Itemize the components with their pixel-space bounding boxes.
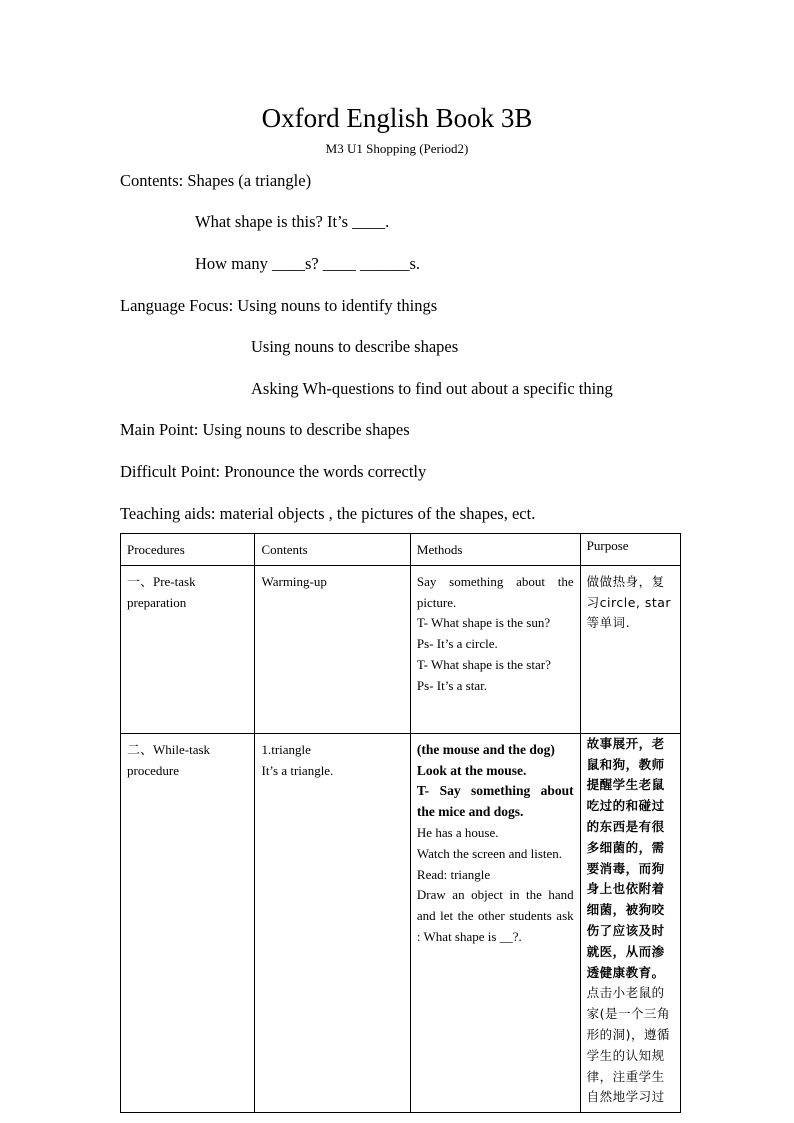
row1-purpose: 做做热身，复习circle, star等单词. bbox=[580, 565, 680, 733]
row2-procedure: 二、While-task procedure bbox=[121, 733, 255, 1112]
language-focus-item-3: Asking Wh-questions to find out about a specific thing bbox=[251, 379, 613, 398]
language-focus-item-2: Using nouns to describe shapes bbox=[251, 337, 459, 356]
lesson-plan-table bbox=[120, 533, 681, 1113]
header-contents: Contents bbox=[255, 534, 410, 566]
document-title: Oxford English Book 3B bbox=[261, 103, 533, 133]
row2-method-4: Draw an object in the hand and let the other students ask : What shape is __?. bbox=[416, 887, 574, 944]
header-procedures: Procedures bbox=[121, 534, 255, 566]
main-point-line: Main Point: Using nouns to describe shapes bbox=[120, 420, 410, 439]
row1-method-4: T- What shape is the star? bbox=[416, 656, 551, 672]
table-header-row bbox=[121, 534, 681, 566]
row2-methods bbox=[410, 733, 580, 1112]
row2-method-bold-1: (the mouse and the dog) bbox=[416, 741, 555, 757]
row1-method-2: T- What shape is the sun? bbox=[416, 615, 551, 631]
row1-procedure: 一、Pre-task preparation bbox=[121, 565, 255, 733]
row2-purpose bbox=[580, 733, 680, 1112]
teaching-aids-line: Teaching aids: material objects , the pictures of the shapes, ect. bbox=[120, 504, 536, 523]
row2-purpose-bold: 故事展开，老鼠和狗，教师提醒学生老鼠吃过的和碰过的东西是有很多细菌的，需要消毒，而狗身上也依附着细菌，被狗咬伤了应该及时就医，从而渗透健康教育。 bbox=[586, 735, 665, 980]
row1-methods bbox=[410, 565, 580, 733]
row2-purpose-text: 点击小老鼠的家(是一个三角形的洞)，遵循学生的认知规律，注重学生自然地学习过 bbox=[586, 985, 671, 1105]
row1-content: Warming-up bbox=[255, 565, 410, 733]
what-shape-line: What shape is this? It’s ____. bbox=[195, 212, 390, 231]
how-many-line: How many ____s? ____ ______s. bbox=[195, 254, 421, 273]
row2-method-bold-2: Look at the mouse. bbox=[416, 762, 527, 778]
table-row bbox=[121, 565, 681, 733]
row2-method-bold-3: T- Say something about the mice and dogs. bbox=[416, 783, 574, 820]
row2-content-1: 1.triangle bbox=[261, 741, 311, 757]
header-purpose: Purpose bbox=[580, 534, 680, 566]
row2-content-2: It’s a triangle. bbox=[261, 762, 334, 778]
contents-line: Contents: Shapes (a triangle) bbox=[120, 171, 312, 190]
header-methods: Methods bbox=[410, 534, 580, 566]
row2-method-1: He has a house. bbox=[416, 824, 499, 840]
language-focus-line: Language Focus: Using nouns to identify things bbox=[120, 296, 438, 315]
document-subtitle: M3 U1 Shopping (Period2) bbox=[325, 141, 469, 156]
row2-method-3: Read: triangle bbox=[416, 866, 491, 882]
row2-method-2: Watch the screen and listen. bbox=[416, 845, 563, 861]
row2-content bbox=[255, 733, 410, 1112]
row1-method-3: Ps- It’s a circle. bbox=[416, 636, 498, 652]
difficult-point-line: Difficult Point: Pronounce the words correctly bbox=[120, 462, 427, 481]
row1-method-5: Ps- It’s a star. bbox=[416, 677, 487, 693]
row1-method-1: Say something about the picture. bbox=[416, 573, 574, 610]
table-row bbox=[121, 733, 681, 1112]
